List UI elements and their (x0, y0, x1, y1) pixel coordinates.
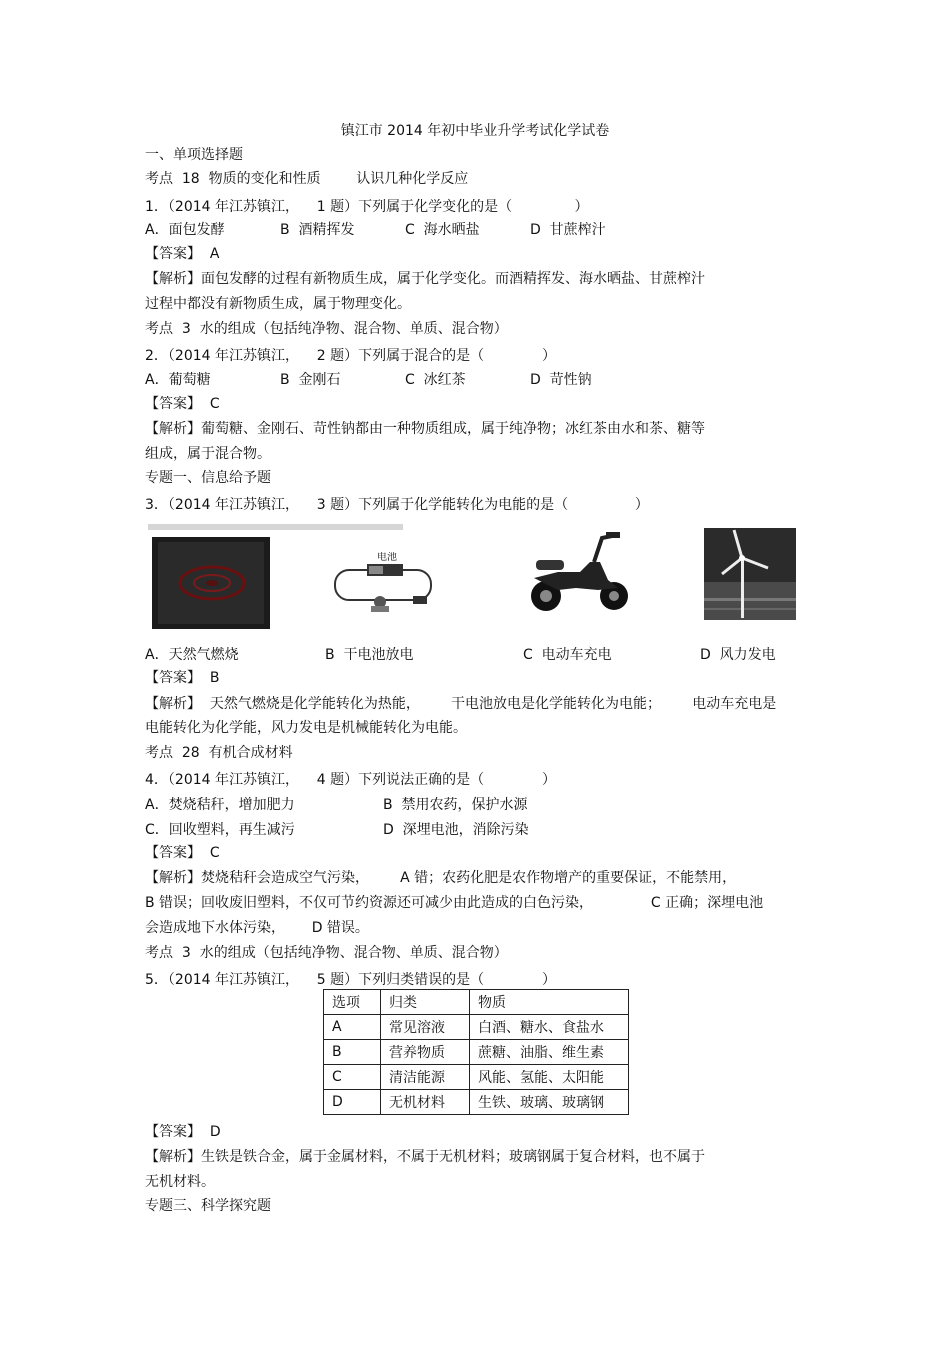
q5-analysis-line: 无机材料。 (145, 1174, 215, 1190)
q1-analysis-line: 【解析】面包发酵的过程有新物质生成，属于化学变化。而酒精挥发、海水晒盐、甘蔗榨汁 (145, 271, 705, 287)
table-row (324, 1090, 629, 1115)
table-header-row (324, 990, 629, 1015)
q1-option-b: B 酒精挥发 (280, 222, 355, 238)
table-cell: B (324, 1040, 381, 1065)
table-cell: C (324, 1065, 381, 1090)
knowledge-point: 考点 28 有机合成材料 (145, 745, 293, 761)
topic-heading: 专题三、科学探究题 (145, 1198, 271, 1214)
q4-answer: 【答案】 C (145, 845, 220, 861)
page-title: 镇江市 2014 年初中毕业升学考试化学试卷 (340, 123, 610, 139)
table-cell: 白酒、糖水、食盐水 (470, 1015, 629, 1040)
table-cell: 营养物质 (381, 1040, 470, 1065)
question-1-stem: 1．（2014 年江苏镇江， 1 题）下列属于化学变化的是（ ） (145, 199, 589, 215)
table-row (324, 1040, 629, 1065)
q5-answer: 【答案】 D (145, 1124, 221, 1140)
question-2-stem: 2．（2014 年江苏镇江， 2 题）下列属于混合的是（ ） (145, 348, 556, 364)
q2-option-c: C 冰红茶 (405, 372, 466, 388)
q2-analysis-line: 组成，属于混合物。 (145, 446, 271, 462)
q3-option-d: D 风力发电 (700, 647, 776, 663)
q1-option-a: A．面包发酵 (145, 222, 225, 238)
question-3-stem: 3．（2014 年江苏镇江， 3 题）下列属于化学能转化为电能的是（ ） (145, 497, 649, 513)
q4-option-d: D 深埋电池，消除污染 (383, 822, 529, 838)
q2-answer: 【答案】 C (145, 396, 220, 412)
electric-scooter-image (528, 532, 630, 614)
q2-option-a: A．葡萄糖 (145, 372, 211, 388)
q2-option-b: B 金刚石 (280, 372, 341, 388)
q3-analysis-line: 【解析】 天然气燃烧是化学能转化为热能， 干电池放电是化学能转化为电能； 电动车充电是 (145, 696, 777, 712)
question-4-stem: 4．（2014 年江苏镇江， 4 题）下列说法正确的是（ ） (145, 772, 556, 788)
table-cell: A (324, 1015, 381, 1040)
q4-analysis-line: B 错误；回收废旧塑料，不仅可节约资源还可减少由此造成的白色污染， C 正确；深埋电池 (145, 895, 764, 911)
q3-answer: 【答案】 B (145, 670, 220, 686)
q1-option-d: D 甘蔗榨汁 (530, 222, 606, 238)
q4-analysis-line: 【解析】焚烧秸秆会造成空气污染， A 错；农药化肥是农作物增产的重要保证，不能禁用， (145, 870, 737, 886)
table-header-cell: 物质 (470, 990, 629, 1015)
question-5-stem: 5．（2014 年江苏镇江， 5 题）下列归类错误的是（ ） (145, 972, 556, 988)
q2-option-d: D 苛性钠 (530, 372, 592, 388)
q1-option-c: C 海水晒盐 (405, 222, 480, 238)
table-cell: 无机材料 (381, 1090, 470, 1115)
q3-analysis-line: 电能转化为化学能，风力发电是机械能转化为电能。 (145, 720, 467, 736)
dry-battery-circuit-image (333, 552, 433, 614)
battery-label: 电池 (377, 552, 397, 563)
q3-option-b: B 干电池放电 (325, 647, 414, 663)
q5-analysis-line: 【解析】生铁是铁合金，属于金属材料，不属于无机材料；玻璃钢属于复合材料，也不属于 (145, 1149, 705, 1165)
table-header-cell: 归类 (381, 990, 470, 1015)
table-cell: 风能、氢能、太阳能 (470, 1065, 629, 1090)
knowledge-point: 考点 3 水的组成（包括纯净物、混合物、单质、混合物） (145, 945, 508, 961)
scan-artifact (148, 522, 408, 534)
q1-answer: 【答案】 A (145, 246, 220, 262)
table-cell: 蔗糖、油脂、维生素 (470, 1040, 629, 1065)
section-heading: 一、单项选择题 (145, 147, 243, 163)
q3-option-c: C 电动车充电 (523, 647, 612, 663)
q1-analysis-line: 过程中都没有新物质生成，属于物理变化。 (145, 296, 411, 312)
knowledge-point: 考点 3 水的组成（包括纯净物、混合物、单质、混合物） (145, 321, 508, 337)
table-cell: 生铁、玻璃、玻璃钢 (470, 1090, 629, 1115)
gas-flame-image (152, 537, 270, 629)
table-header-cell: 选项 (324, 990, 381, 1015)
q2-analysis-line: 【解析】葡萄糖、金刚石、苛性钠都由一种物质组成，属于纯净物；冰红茶由水和茶、糖等 (145, 421, 705, 437)
topic-heading: 专题一、信息给予题 (145, 470, 271, 486)
q3-option-a: A．天然气燃烧 (145, 647, 239, 663)
table-row (324, 1065, 629, 1090)
table-cell: D (324, 1090, 381, 1115)
q4-option-c: C．回收塑料，再生减污 (145, 822, 295, 838)
classification-table (323, 989, 629, 1115)
table-row (324, 1015, 629, 1040)
q4-option-b: B 禁用农药，保护水源 (383, 797, 528, 813)
q4-option-a: A．焚烧秸秆，增加肥力 (145, 797, 295, 813)
wind-turbine-image (704, 528, 796, 620)
table-cell: 清洁能源 (381, 1065, 470, 1090)
table-cell: 常见溶液 (381, 1015, 470, 1040)
knowledge-point: 考点 18 物质的变化和性质 认识几种化学反应 (145, 171, 469, 187)
q4-analysis-line: 会造成地下水体污染， D 错误。 (145, 920, 369, 936)
